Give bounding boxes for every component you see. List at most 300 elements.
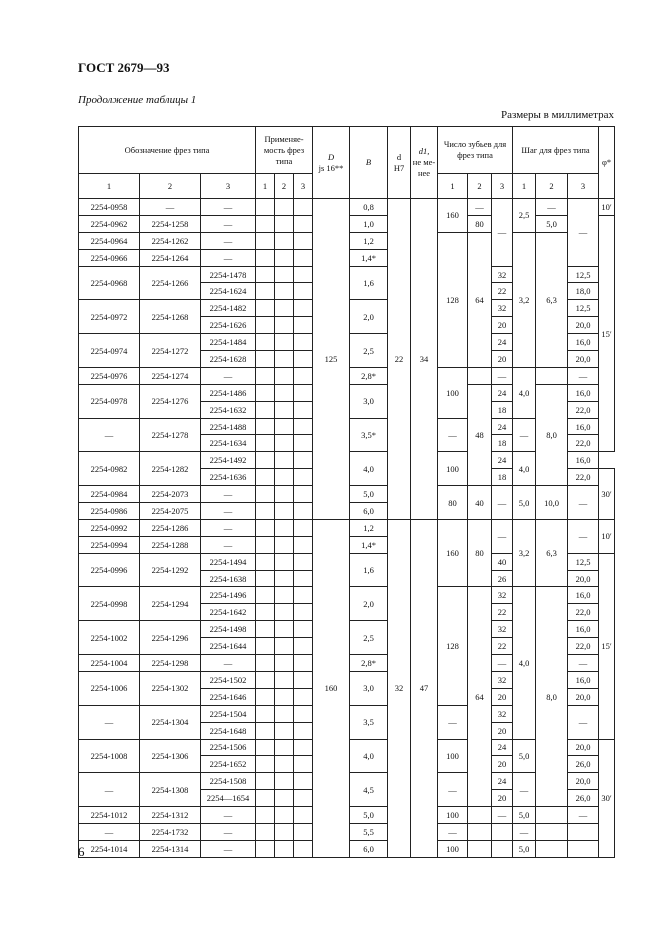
cell-teeth-3: 24	[492, 334, 513, 351]
cell-pitch-3: —	[568, 519, 599, 553]
cell-app	[256, 519, 275, 536]
col-teeth-2: 2	[468, 174, 492, 199]
cell-D: 125	[313, 199, 350, 520]
cell-teeth-3: 20	[492, 688, 513, 705]
cell-d: 32	[388, 519, 411, 857]
cell-app	[256, 503, 275, 520]
col-pitch-1: 1	[513, 174, 536, 199]
cell-pitch-3: 22,0	[568, 604, 599, 621]
cell-app	[294, 688, 313, 705]
cell-designation-3: 2254-1508	[201, 773, 256, 790]
cell-teeth-3: —	[492, 519, 513, 553]
cell-designation-3: 2254-1506	[201, 739, 256, 756]
cell-teeth-2: —	[468, 199, 492, 216]
col-app-1: 1	[256, 174, 275, 199]
cell-pitch-3	[568, 823, 599, 840]
cell-app	[294, 384, 313, 401]
cell-app	[294, 232, 313, 249]
cell-pitch-3: —	[568, 486, 599, 520]
header-d1-note: не ме-нее	[412, 157, 436, 178]
cell-teeth-3	[492, 823, 513, 840]
cell-app	[256, 840, 275, 857]
cell-B: 4,5	[350, 773, 388, 807]
cell-teeth-3: 22	[492, 604, 513, 621]
cell-designation-1: 2254-1014	[79, 840, 140, 857]
cell-designation-2: 2254-1262	[140, 232, 201, 249]
cell-B: 3,5	[350, 705, 388, 739]
cell-pitch-3: —	[568, 807, 599, 824]
cell-app	[275, 587, 294, 604]
cell-app	[294, 351, 313, 368]
cell-teeth-2	[468, 367, 492, 384]
cell-designation-1: —	[79, 773, 140, 807]
cell-designation-1: 2254-0964	[79, 232, 140, 249]
cell-app	[294, 604, 313, 621]
cell-designation-3: 2254-1502	[201, 671, 256, 688]
cell-designation-3: —	[201, 199, 256, 216]
cell-teeth-1: —	[438, 823, 468, 840]
cell-app	[256, 621, 275, 638]
cell-designation-3: —	[201, 249, 256, 266]
cell-app	[275, 367, 294, 384]
cell-app	[275, 469, 294, 486]
cell-B: 4,0	[350, 452, 388, 486]
header-D-tolerance: js 16**	[318, 162, 344, 173]
cell-app	[294, 655, 313, 672]
cell-teeth-3: 20	[492, 756, 513, 773]
cell-teeth-1: —	[438, 773, 468, 807]
cell-designation-2: 2254-1288	[140, 536, 201, 553]
cell-designation-3: 2254-1628	[201, 351, 256, 368]
cell-teeth-3: 20	[492, 722, 513, 739]
cell-pitch-3	[568, 840, 599, 857]
cell-pitch-3: 16,0	[568, 621, 599, 638]
cell-designation-3: 2254-1648	[201, 722, 256, 739]
cell-pitch-3: —	[568, 655, 599, 672]
cell-app	[256, 283, 275, 300]
cell-teeth-1: 128	[438, 587, 468, 705]
col-app-3: 3	[294, 174, 313, 199]
cell-teeth-1: 100	[438, 452, 468, 486]
cell-teeth-3: 24	[492, 452, 513, 469]
cell-app	[294, 621, 313, 638]
cell-designation-3: 2254-1652	[201, 756, 256, 773]
cell-teeth-3	[492, 840, 513, 857]
cell-app	[256, 773, 275, 790]
table-row	[79, 199, 615, 216]
cell-designation-1: 2254-0982	[79, 452, 140, 486]
cell-app	[294, 249, 313, 266]
cell-B: 1,4*	[350, 249, 388, 266]
cell-teeth-3: 22	[492, 283, 513, 300]
cell-designation-3: —	[201, 486, 256, 503]
cell-designation-3: 2254-1504	[201, 705, 256, 722]
cell-app	[256, 486, 275, 503]
cell-designation-1: 2254-0986	[79, 503, 140, 520]
cell-designation-3: 2254-1498	[201, 621, 256, 638]
cell-app	[256, 249, 275, 266]
cell-phi: 10′	[599, 199, 615, 216]
cell-teeth-1: 160	[438, 199, 468, 233]
cell-teeth-3: 18	[492, 401, 513, 418]
cell-pitch-2	[536, 367, 568, 384]
cell-app	[275, 418, 294, 435]
cell-designation-1: 2254-0962	[79, 215, 140, 232]
header-B: B	[350, 127, 388, 199]
cell-app	[256, 705, 275, 722]
cell-app	[256, 401, 275, 418]
cell-designation-1: 2254-0966	[79, 249, 140, 266]
cell-designation-3: —	[201, 367, 256, 384]
cell-app	[256, 384, 275, 401]
cell-designation-2: 2254-1732	[140, 823, 201, 840]
cell-teeth-1: 160	[438, 519, 468, 587]
cell-app	[294, 553, 313, 570]
cell-app	[275, 486, 294, 503]
cell-app	[294, 435, 313, 452]
cell-app	[256, 367, 275, 384]
col-teeth-3: 3	[492, 174, 513, 199]
header-phi: φ*	[599, 127, 615, 199]
cell-app	[294, 401, 313, 418]
cell-phi: 10′	[599, 519, 615, 553]
cell-app	[275, 604, 294, 621]
cell-pitch-3: 16,0	[568, 587, 599, 604]
cell-designation-1: 2254-0996	[79, 553, 140, 587]
cell-app	[275, 199, 294, 216]
cell-designation-2: 2254-1278	[140, 418, 201, 452]
col-num-3: 3	[201, 174, 256, 199]
cell-B: 2,8*	[350, 655, 388, 672]
cell-app	[275, 722, 294, 739]
cell-designation-2: 2254-1296	[140, 621, 201, 655]
cell-app	[294, 840, 313, 857]
cell-pitch-2	[536, 840, 568, 857]
cell-app	[256, 739, 275, 756]
cell-app	[256, 638, 275, 655]
cell-designation-1: 2254-0972	[79, 300, 140, 334]
cell-B: 5,0	[350, 807, 388, 824]
cell-designation-2: 2254-1304	[140, 705, 201, 739]
cell-app	[275, 823, 294, 840]
cell-pitch-3: 22,0	[568, 435, 599, 452]
cell-teeth-3: 32	[492, 266, 513, 283]
cell-pitch-3: 26,0	[568, 756, 599, 773]
cell-pitch-2: 8,0	[536, 587, 568, 807]
cell-pitch-2: 6,3	[536, 232, 568, 367]
cell-teeth-3: 32	[492, 300, 513, 317]
cell-pitch-1: 5,0	[513, 807, 536, 824]
cell-designation-1: 2254-0968	[79, 266, 140, 300]
cell-app	[256, 334, 275, 351]
cell-B: 2,0	[350, 587, 388, 621]
cell-designation-2: 2254-1286	[140, 519, 201, 536]
cell-app	[294, 266, 313, 283]
cell-designation-2: 2254-1272	[140, 334, 201, 368]
cell-pitch-3: 22,0	[568, 401, 599, 418]
cell-d1: 47	[411, 519, 438, 857]
cell-designation-2: 2254-1306	[140, 739, 201, 773]
cell-app	[294, 823, 313, 840]
cell-pitch-2	[536, 807, 568, 824]
cell-B: 3,5*	[350, 418, 388, 452]
cell-app	[294, 587, 313, 604]
cell-B: 0,8	[350, 199, 388, 216]
cell-app	[275, 840, 294, 857]
cell-app	[294, 570, 313, 587]
cell-pitch-1: 5,0	[513, 739, 536, 773]
header-designation: Обозначение фрез типа	[79, 127, 256, 174]
cell-pitch-3: 20,0	[568, 570, 599, 587]
cell-pitch-3: 20,0	[568, 773, 599, 790]
cell-pitch-3: 20,0	[568, 739, 599, 756]
cell-teeth-3: 20	[492, 317, 513, 334]
cell-designation-2: 2254-1298	[140, 655, 201, 672]
cell-designation-2: 2254-1302	[140, 671, 201, 705]
cell-teeth-2: 64	[468, 232, 492, 367]
cell-app	[275, 334, 294, 351]
cell-app	[294, 739, 313, 756]
cell-teeth-2: 64	[468, 587, 492, 807]
cell-app	[294, 773, 313, 790]
cell-app	[275, 705, 294, 722]
cell-app	[256, 232, 275, 249]
cell-app	[275, 384, 294, 401]
cell-designation-1: 2254-1004	[79, 655, 140, 672]
cell-pitch-3: 20,0	[568, 317, 599, 334]
cell-pitch-3: 12,5	[568, 266, 599, 283]
cell-app	[294, 486, 313, 503]
cell-app	[256, 790, 275, 807]
cell-D: 160	[313, 519, 350, 857]
cell-designation-3: 2254-1482	[201, 300, 256, 317]
cell-B: 1,0	[350, 215, 388, 232]
cell-app	[256, 536, 275, 553]
cell-designation-3: 2254—1654	[201, 790, 256, 807]
cell-B: 4,0	[350, 739, 388, 773]
cell-app	[275, 300, 294, 317]
cell-designation-1: 2254-0978	[79, 384, 140, 418]
cell-app	[275, 756, 294, 773]
cell-teeth-1: —	[438, 418, 468, 452]
cell-teeth-3: 24	[492, 773, 513, 790]
cell-app	[256, 266, 275, 283]
cell-pitch-3: 16,0	[568, 384, 599, 401]
cell-designation-1: —	[79, 823, 140, 840]
cell-designation-1: —	[79, 418, 140, 452]
cell-B: 3,0	[350, 384, 388, 418]
cell-designation-1: 2254-0974	[79, 334, 140, 368]
cell-B: 6,0	[350, 503, 388, 520]
cell-designation-3: 2254-1634	[201, 435, 256, 452]
cell-designation-3: 2254-1494	[201, 553, 256, 570]
cell-teeth-3: —	[492, 807, 513, 824]
cell-pitch-3: —	[568, 199, 599, 267]
cell-app	[256, 435, 275, 452]
cell-pitch-2: 5,0	[536, 215, 568, 232]
cell-app	[275, 215, 294, 232]
cell-teeth-2: 40	[468, 486, 492, 520]
header-teeth: Число зубьев для фрез типа	[438, 127, 513, 174]
cell-app	[275, 536, 294, 553]
cell-phi: 30′	[599, 739, 615, 857]
cell-pitch-2	[536, 823, 568, 840]
cell-app	[256, 418, 275, 435]
cell-pitch-2: 8,0	[536, 384, 568, 485]
cell-designation-3: 2254-1478	[201, 266, 256, 283]
cell-app	[275, 638, 294, 655]
dimensions-table	[78, 126, 615, 858]
cell-pitch-3: 16,0	[568, 334, 599, 351]
cell-pitch-3: 20,0	[568, 688, 599, 705]
cell-teeth-3: 32	[492, 587, 513, 604]
cell-teeth-3: 24	[492, 418, 513, 435]
cell-app	[275, 671, 294, 688]
cell-B: 2,5	[350, 621, 388, 655]
cell-pitch-1: —	[513, 773, 536, 807]
cell-app	[275, 452, 294, 469]
cell-app	[275, 351, 294, 368]
cell-teeth-3: 24	[492, 384, 513, 401]
cell-teeth-3: 32	[492, 671, 513, 688]
cell-designation-3: 2254-1484	[201, 334, 256, 351]
cell-teeth-1: 80	[438, 486, 468, 520]
cell-app	[256, 300, 275, 317]
cell-teeth-3: 26	[492, 570, 513, 587]
cell-teeth-1: 100	[438, 807, 468, 824]
table-row	[79, 519, 615, 536]
cell-teeth-1: 128	[438, 232, 468, 367]
cell-app	[256, 655, 275, 672]
cell-app	[294, 283, 313, 300]
cell-designation-3: —	[201, 536, 256, 553]
cell-app	[275, 232, 294, 249]
cell-app	[294, 536, 313, 553]
cell-teeth-2	[468, 807, 492, 824]
cell-app	[294, 418, 313, 435]
header-d-symbol: d	[396, 151, 402, 162]
cell-app	[294, 199, 313, 216]
cell-teeth-3: 40	[492, 553, 513, 570]
cell-designation-3: 2254-1632	[201, 401, 256, 418]
cell-designation-1: 2254-0976	[79, 367, 140, 384]
cell-app	[275, 655, 294, 672]
cell-teeth-2: 48	[468, 384, 492, 485]
cell-designation-2: 2254-1268	[140, 300, 201, 334]
cell-designation-3: 2254-1642	[201, 604, 256, 621]
cell-app	[294, 469, 313, 486]
cell-app	[256, 756, 275, 773]
cell-app	[275, 317, 294, 334]
cell-app	[256, 452, 275, 469]
cell-teeth-1: 100	[438, 840, 468, 857]
cell-B: 2,8*	[350, 367, 388, 384]
cell-B: 5,0	[350, 486, 388, 503]
cell-designation-3: —	[201, 519, 256, 536]
cell-designation-1: 2254-0998	[79, 587, 140, 621]
cell-designation-3: —	[201, 232, 256, 249]
cell-pitch-1: 5,0	[513, 486, 536, 520]
cell-B: 1,6	[350, 553, 388, 587]
cell-pitch-1: 3,2	[513, 232, 536, 367]
cell-app	[294, 300, 313, 317]
cell-designation-3: 2254-1486	[201, 384, 256, 401]
cell-teeth-3: 18	[492, 435, 513, 452]
cell-teeth-3: 22	[492, 638, 513, 655]
cell-designation-3: 2254-1496	[201, 587, 256, 604]
cell-app	[294, 215, 313, 232]
cell-app	[275, 519, 294, 536]
cell-designation-3: 2254-1624	[201, 283, 256, 300]
cell-d: 22	[388, 199, 411, 520]
cell-app	[275, 807, 294, 824]
cell-app	[275, 553, 294, 570]
cell-pitch-3: 20,0	[568, 351, 599, 368]
cell-app	[294, 756, 313, 773]
cell-designation-2: 2254-1292	[140, 553, 201, 587]
cell-teeth-3: 18	[492, 469, 513, 486]
units-note: Размеры в миллиметрах	[501, 109, 614, 121]
header-d	[388, 127, 411, 199]
cell-designation-3: 2254-1638	[201, 570, 256, 587]
cell-pitch-2: —	[536, 199, 568, 216]
cell-app	[256, 553, 275, 570]
header-pitch: Шаг для фрез типа	[513, 127, 599, 174]
cell-pitch-1: 2,5	[513, 199, 536, 233]
cell-designation-1: 2254-1008	[79, 739, 140, 773]
cell-phi: 15′	[599, 215, 615, 451]
header-applicability: Применяе-мость фрез типа	[256, 127, 313, 174]
cell-designation-2: 2254-1294	[140, 587, 201, 621]
cell-app	[294, 807, 313, 824]
cell-B: 6,0	[350, 840, 388, 857]
cell-pitch-3: 18,0	[568, 283, 599, 300]
cell-designation-3: —	[201, 655, 256, 672]
cell-designation-3: 2254-1636	[201, 469, 256, 486]
cell-app	[294, 452, 313, 469]
cell-app	[256, 722, 275, 739]
cell-app	[275, 570, 294, 587]
cell-app	[275, 503, 294, 520]
header-D	[313, 127, 350, 199]
cell-teeth-1: —	[438, 705, 468, 739]
cell-pitch-3: 16,0	[568, 418, 599, 435]
cell-app	[275, 773, 294, 790]
cell-B: 3,0	[350, 671, 388, 705]
col-num-2: 2	[140, 174, 201, 199]
cell-designation-3: 2254-1488	[201, 418, 256, 435]
cell-pitch-1: 4,0	[513, 452, 536, 486]
cell-app	[256, 671, 275, 688]
cell-designation-3: 2254-1626	[201, 317, 256, 334]
cell-pitch-3: —	[568, 367, 599, 384]
cell-app	[256, 570, 275, 587]
cell-app	[294, 705, 313, 722]
cell-app	[256, 587, 275, 604]
col-pitch-2: 2	[536, 174, 568, 199]
cell-designation-3: —	[201, 823, 256, 840]
cell-app	[294, 334, 313, 351]
cell-teeth-3: 24	[492, 739, 513, 756]
cell-app	[275, 621, 294, 638]
cell-pitch-1: 5,0	[513, 840, 536, 857]
cell-app	[294, 790, 313, 807]
cell-app	[275, 401, 294, 418]
cell-app	[275, 688, 294, 705]
cell-B: 2,0	[350, 300, 388, 334]
cell-app	[256, 215, 275, 232]
cell-app	[275, 283, 294, 300]
